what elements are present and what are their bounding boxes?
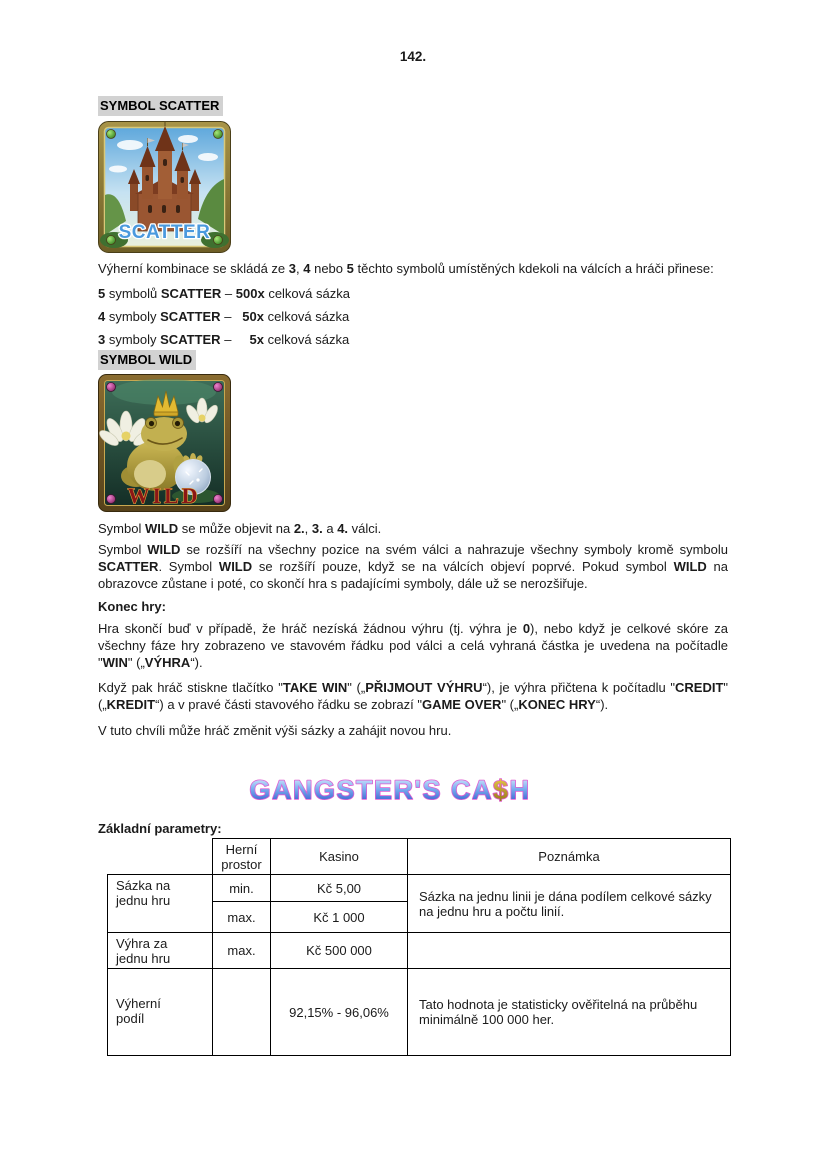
rtp-value-cell: 92,15% - 96,06% [271,969,408,1056]
parameters-table [107,838,731,1056]
rtp-label-cell: Výherní podíl [108,969,213,1056]
win-space-cell: max. [213,933,271,969]
win-value-cell: Kč 500 000 [271,933,408,969]
header-space: Herní prostor [213,839,271,875]
wild-expand-paragraph: Symbol WILD se rozšíří na všechny pozice na svém válci a nahrazuje všechny symboly kromě symbolu SCATTER. Symbol WILD se rozšíří pouze, když se na válcích objeví poprvé. Pokud symbol WILD na obrazovce zůstane i poté, co skončí hra s padajícími symboly, dále už se nerozšiřuje. [98,542,728,591]
win-label-cell: Výhra za jednu hru [108,933,213,969]
bet-min-value-cell: Kč 5,00 [271,875,408,902]
bet-max-label-cell: max. [213,902,271,933]
table-row-rtp [108,969,731,1056]
end-of-game-heading: Konec hry: [98,599,166,614]
header-note: Poznámka [408,839,731,875]
logo-text-right: H [509,775,531,805]
bet-min-label-cell: min. [213,875,271,902]
wild-symbol-label: WILD [127,483,201,508]
end-of-game-win-paragraph: Hra skončí buď v případě, že hráč nezíská žádnou výhru (tj. výhra je 0), nebo když je celkové skóre za všechny fáze hry zobrazeno ve stavovém řádku pod válci a celá vyhraná částka je uvedena na počítadle "WIN" („VÝHRA“). [98,621,728,670]
game-logo [98,771,728,811]
new-game-paragraph: V tuto chvíli může hráč změnit výši sázky a zahájit novou hru. [98,723,452,738]
win-note-cell [408,933,731,969]
logo-dollar-sign: $ [492,775,510,805]
parameters-title: Základní parametry: [98,821,222,836]
bet-label-cell: Sázka na jednu hru [108,875,213,933]
header-casino: Kasino [271,839,408,875]
wild-reels-paragraph: Symbol WILD se může objevit na 2., 3. a 4. válci. [98,521,382,536]
page-number: 142. [399,49,427,64]
scatter-payline-4: 4 symboly SCATTER – 50x celková sázka [98,309,350,324]
table-row-bet-min [108,875,731,902]
take-win-paragraph: Když pak hráč stiskne tlačítko "TAKE WIN" („PŘIJMOUT VÝHRU“), je výhra přičtena k počítadlu "CREDIT" („KREDIT“) a v pravé části stavového řádku se zobrazí "GAME OVER" („KONEC HRY“). [98,680,729,712]
rtp-space-cell [213,969,271,1056]
bet-note-cell: Sázka na jednu linii je dána podílem celkové sázky na jednu hru a počtu linií. [408,875,731,933]
scatter-symbol-image [98,121,231,253]
scatter-intro-paragraph: Výherní kombinace se skládá ze 3, 4 nebo 5 těchto symbolů umístěných kdekoli na válcích a hráči přinese: [98,261,714,276]
wild-section-heading: SYMBOL WILD [98,350,196,370]
logo-text-left: GANGSTER'S CA [249,775,493,805]
scatter-symbol-label: SCATTER [118,222,211,243]
table-header-row [108,839,731,875]
scatter-payline-3: 3 symboly SCATTER – 5x celková sázka [98,332,350,347]
rtp-note-cell: Tato hodnota je statisticky ověřitelná na průběhu minimálně 100 000 her. [408,969,731,1056]
svg-text:GANGSTER'S CA$H [250,775,531,805]
empty-corner-cell [108,839,213,875]
table-row-max-win [108,933,731,969]
scatter-payline-5: 5 symbolů SCATTER – 500x celková sázka [98,286,350,301]
bet-max-value-cell: Kč 1 000 [271,902,408,933]
wild-symbol-image [98,374,231,512]
scatter-section-heading: SYMBOL SCATTER [98,96,223,116]
